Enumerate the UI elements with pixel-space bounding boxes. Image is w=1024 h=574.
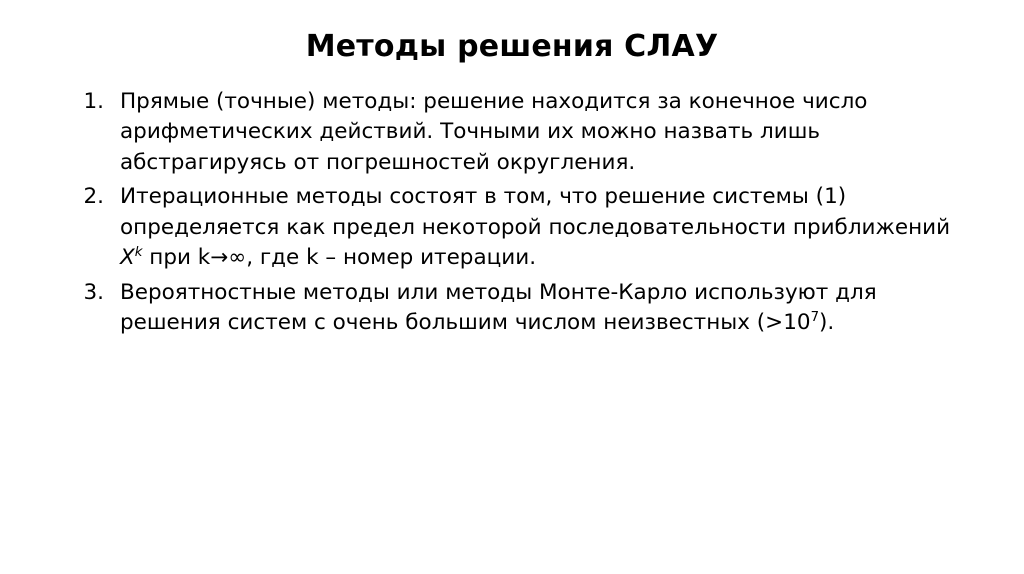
list-item — [62, 182, 962, 274]
list-item-text: Прямые (точные) методы: решение находится за конечное число арифметических действий. Точными их можно назвать лишь абстрагируясь от погрешностей округления. — [120, 88, 868, 175]
list-item — [62, 278, 962, 339]
list-item-text — [120, 280, 877, 336]
list-item-marker: 3. — [83, 279, 104, 305]
text-segment-middle: при k — [142, 245, 211, 271]
numbered-list — [62, 87, 962, 339]
superscript-exponent: 7 — [810, 309, 820, 325]
text-segment-after: , где k – номер итерации. — [246, 245, 537, 271]
superscript-k: k — [134, 244, 143, 260]
page-title: Методы решения СЛАУ — [305, 29, 719, 64]
variable-x: X — [120, 245, 135, 271]
slide-body — [0, 65, 1024, 339]
list-item-marker: 1. — [83, 88, 104, 114]
list-item-text — [120, 184, 950, 270]
text-segment-before: Вероятностные методы или методы Монте-Карло используют для решения систем с очень большим числом неизвестных (>10 — [120, 279, 877, 336]
text-segment-before: Итерационные методы состоят в том, что решение системы (1) определяется как предел некоторой последовательности приближений — [120, 184, 951, 240]
list-item-marker: 2. — [83, 184, 104, 210]
list-item — [62, 87, 962, 179]
arrow-to-infinity: →∞ — [210, 245, 247, 271]
text-segment-after: ). — [819, 310, 835, 336]
